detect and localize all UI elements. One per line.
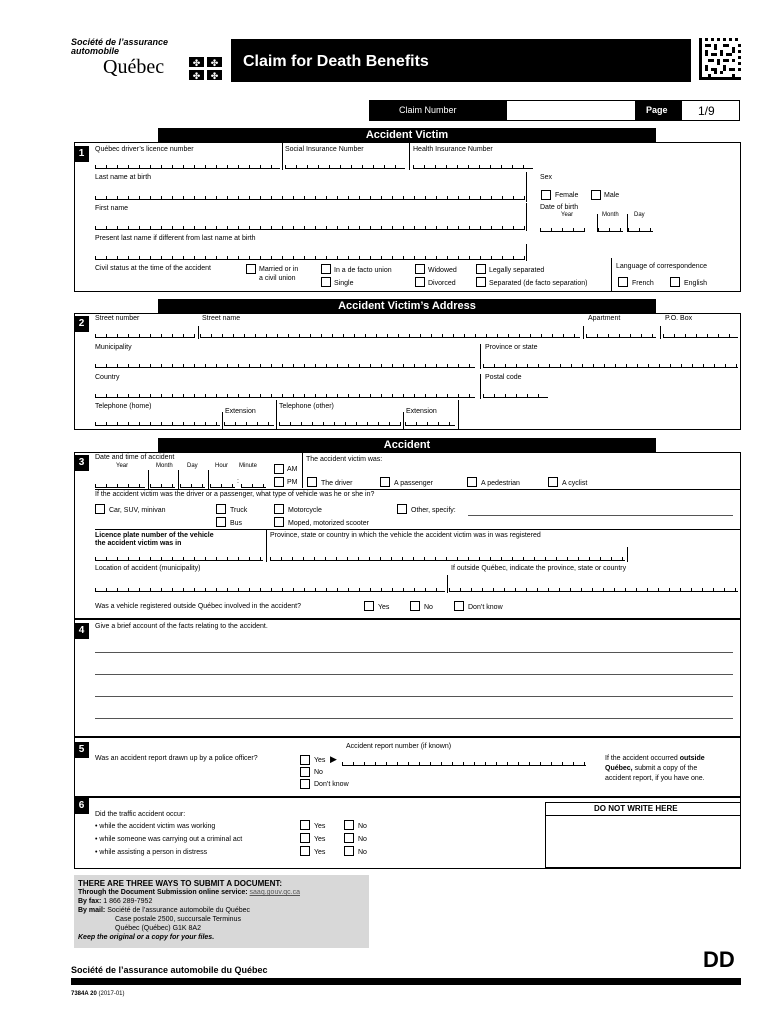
language-label: Language of correspondence (616, 263, 708, 270)
am-label: AM (287, 466, 298, 473)
municipality-label: Municipality (95, 344, 132, 351)
extension-other-label: Extension (406, 408, 437, 415)
bus-label: Bus (230, 520, 243, 527)
street-name-field[interactable] (200, 334, 580, 338)
accident-hour-label: Hour (215, 463, 229, 469)
claim-number-field[interactable] (506, 100, 636, 121)
telephone-home-label: Telephone (home) (95, 403, 152, 410)
section4-number: 4 (74, 623, 89, 639)
french-label: French (632, 280, 654, 287)
org-quebec: Québec (103, 56, 165, 78)
plate-label-line1: Licence plate number of the vehicle (95, 532, 214, 539)
province-registered-field[interactable] (270, 557, 625, 561)
other-label: Other, specify: (411, 507, 456, 514)
svg-text:✤: ✤ (210, 72, 219, 81)
truck-checkbox[interactable] (216, 504, 226, 514)
plate-label-line2: the accident victim was in (95, 540, 182, 547)
footer-org-name: Société de l’assurance automobile du Québec (71, 965, 268, 975)
male-label: Male (604, 192, 620, 199)
dob-year-field[interactable] (540, 228, 585, 232)
registered-outside-yes-checkbox[interactable] (364, 601, 374, 611)
office-use-header (545, 802, 741, 816)
male-checkbox[interactable] (591, 190, 601, 200)
extension-label: Extension (225, 408, 256, 415)
street-number-field[interactable] (95, 334, 195, 338)
distress-item: • while assisting a person in distress (95, 849, 208, 856)
motorcycle-checkbox[interactable] (274, 504, 284, 514)
country-field[interactable] (95, 394, 475, 398)
section2-title: Accident Victim’s Address (158, 299, 656, 313)
widowed-label: Widowed (428, 267, 457, 274)
distress-no-checkbox[interactable] (344, 846, 354, 856)
distress-yes-label: Yes (314, 849, 326, 856)
form-title: Claim for Death Benefits (243, 53, 429, 70)
telephone-other-field[interactable] (279, 422, 401, 426)
pm-label: PM (287, 479, 298, 486)
time-colon: : (237, 478, 239, 485)
cyclist-label: A cyclist (562, 480, 588, 487)
registered-outside-dont-know-label: Don’t know (468, 604, 503, 611)
french-checkbox[interactable] (618, 277, 628, 287)
accident-day-label: Day (187, 463, 198, 469)
municipality-field[interactable] (95, 364, 475, 368)
criminal-item: • while someone was carrying out a criminal act (95, 836, 243, 843)
quebec-flag-logo (189, 57, 223, 81)
divorced-label: Divorced (428, 280, 456, 287)
criminal-no-label: No (358, 836, 367, 843)
facts-line-2[interactable] (95, 674, 733, 675)
passenger-checkbox[interactable] (380, 477, 390, 487)
province-label: Province or state (485, 344, 538, 351)
last-name-label: Last name at birth (95, 174, 152, 181)
datamatrix-code (699, 38, 741, 80)
legally-separated-checkbox[interactable] (476, 264, 486, 274)
working-yes-checkbox[interactable] (300, 820, 310, 830)
cyclist-checkbox[interactable] (548, 477, 558, 487)
separated-checkbox[interactable] (476, 277, 486, 287)
dob-day-label: Day (634, 212, 645, 218)
postal-code-field[interactable] (483, 394, 548, 398)
facts-line-4[interactable] (95, 718, 733, 719)
police-report-yes-checkbox[interactable] (300, 755, 310, 765)
english-checkbox[interactable] (670, 277, 680, 287)
accident-minute-label: Minute (239, 463, 258, 469)
distress-no-label: No (358, 849, 367, 856)
de-facto-checkbox[interactable] (321, 264, 331, 274)
registered-outside-no-label: No (424, 604, 433, 611)
civil-status-label: Civil status at the time of the accident (95, 265, 211, 272)
single-label: Single (334, 280, 354, 287)
mail-address-line2: Case postale 2500, succursale Terminus (115, 916, 241, 923)
title-bar (231, 39, 691, 82)
traffic-question: Did the traffic accident occur: (95, 811, 186, 818)
arrow-right-icon: ▶ (330, 754, 337, 764)
married-checkbox[interactable] (246, 264, 256, 274)
location-label: Location of accident (municipality) (95, 565, 201, 572)
svg-text:✤: ✤ (210, 59, 219, 69)
claim-number-label-box (369, 100, 506, 121)
location-field[interactable] (95, 588, 445, 592)
dob-month-field[interactable] (598, 228, 623, 232)
online-label: Through the Document Submission online service: saaq.gouv.qc.ca (78, 889, 300, 896)
postal-code-label: Postal code (485, 374, 522, 381)
section1-title: Accident Victim (158, 128, 656, 142)
po-box-field[interactable] (663, 334, 738, 338)
vehicle-question: If the accident victim was the driver or a passenger, what type of vehicle was he or she in? (95, 491, 375, 498)
outside-quebec-label: If outside Québec, indicate the province, state or country (451, 565, 627, 572)
widowed-checkbox[interactable] (415, 264, 425, 274)
svg-text:✤: ✤ (192, 72, 201, 81)
doc-code: DD (703, 947, 735, 972)
do-not-write-label: DO NOT WRITE HERE (594, 804, 678, 813)
de-facto-label: In a de facto union (334, 267, 392, 274)
pm-checkbox[interactable] (274, 477, 284, 487)
other-specify-field[interactable] (468, 515, 733, 516)
section6-number: 6 (74, 798, 89, 814)
outside-note-line1: If the accident occurred outside (605, 755, 705, 762)
page-label: Page (646, 105, 668, 115)
org-name-line1: Société de l’assurance (71, 37, 169, 47)
section1-number: 1 (74, 146, 89, 162)
moped-checkbox[interactable] (274, 517, 284, 527)
working-item: • while the accident victim was working (95, 823, 216, 830)
accident-year-field[interactable] (95, 484, 145, 488)
present-last-name-field[interactable] (95, 256, 525, 260)
po-box-label: P.O. Box (665, 315, 693, 322)
country-label: Country (95, 374, 120, 381)
female-checkbox[interactable] (541, 190, 551, 200)
sin-field[interactable] (285, 165, 405, 169)
facts-prompt: Give a brief account of the facts relating to the accident. (95, 623, 268, 630)
facts-line-1[interactable] (95, 652, 733, 653)
health-label: Health Insurance Number (413, 146, 493, 153)
org-name-line2: automobile (71, 46, 120, 56)
truck-label: Truck (230, 507, 248, 514)
accident-month-field[interactable] (150, 484, 175, 488)
extension-field[interactable] (224, 422, 274, 426)
street-name-label: Street name (202, 315, 241, 322)
working-no-label: No (358, 823, 367, 830)
accident-year-label: Year (116, 463, 129, 469)
apartment-label: Apartment (588, 315, 621, 322)
page-number: 1/9 (698, 104, 715, 118)
street-number-label: Street number (95, 315, 140, 322)
police-report-yes-label: Yes (314, 757, 326, 764)
legally-separated-label: Legally separated (489, 267, 545, 274)
pedestrian-checkbox[interactable] (467, 477, 477, 487)
criminal-yes-checkbox[interactable] (300, 833, 310, 843)
distress-yes-checkbox[interactable] (300, 846, 310, 856)
fax-line: By fax: 1 866 289-7952 (78, 898, 153, 905)
report-number-field[interactable] (342, 762, 586, 766)
accident-month-label: Month (156, 463, 173, 469)
police-report-question: Was an accident report drawn up by a police officer? (95, 755, 258, 762)
car-label: Car, SUV, minivan (109, 507, 166, 514)
english-label: English (684, 280, 707, 287)
accident-hour-field[interactable] (210, 484, 235, 488)
registered-outside-yes-label: Yes (378, 604, 390, 611)
moped-label: Moped, motorized scooter (288, 520, 369, 527)
first-name-field[interactable] (95, 226, 525, 230)
present-last-name-label: Present last name if different from last name at birth (95, 235, 256, 242)
section3-number: 3 (74, 455, 89, 471)
police-report-dont-know-checkbox[interactable] (300, 779, 310, 789)
section2-number: 2 (74, 316, 89, 332)
report-number-label: Accident report number (if known) (346, 743, 452, 750)
last-name-field[interactable] (95, 196, 525, 200)
sex-label: Sex (540, 174, 553, 181)
car-checkbox[interactable] (95, 504, 105, 514)
licence-label: Québec driver’s licence number (95, 146, 194, 153)
telephone-other-label: Telephone (other) (279, 403, 334, 410)
married-label: Married or in (259, 266, 299, 273)
civil-union-label: a civil union (259, 275, 296, 282)
outside-quebec-field[interactable] (449, 588, 738, 592)
dob-label: Date of birth (540, 204, 579, 211)
telephone-home-field[interactable] (95, 422, 220, 426)
registered-outside-question: Was a vehicle registered outside Québec involved in the accident? (95, 603, 301, 610)
apartment-field[interactable] (586, 334, 656, 338)
province-registered-label: Province, state or country in which the vehicle the accident victim was in was registered (270, 532, 541, 539)
first-name-label: First name (95, 205, 129, 212)
accident-minute-field[interactable] (241, 484, 266, 488)
submission-title: THERE ARE THREE WAYS TO SUBMIT A DOCUMENT: (78, 879, 283, 888)
divorced-checkbox[interactable] (415, 277, 425, 287)
passenger-label: A passenger (394, 480, 433, 487)
date-time-label: Date and time of accident (95, 454, 175, 461)
outside-note-line2: Québec, submit a copy of the (605, 765, 698, 772)
plate-field[interactable] (95, 557, 263, 561)
submission-info-box (74, 875, 369, 948)
extension-other-field[interactable] (405, 422, 455, 426)
motorcycle-label: Motorcycle (288, 507, 322, 514)
single-checkbox[interactable] (321, 277, 331, 287)
province-field[interactable] (483, 364, 738, 368)
dob-day-field[interactable] (628, 228, 653, 232)
female-label: Female (555, 192, 579, 199)
accident-day-field[interactable] (180, 484, 205, 488)
facts-line-3[interactable] (95, 696, 733, 697)
sin-label: Social Insurance Number (285, 146, 364, 153)
registered-outside-no-checkbox[interactable] (410, 601, 420, 611)
online-link[interactable]: saaq.gouv.qc.ca (249, 889, 300, 896)
health-field[interactable] (413, 165, 533, 169)
dob-month-label: Month (602, 212, 619, 218)
section4-box (74, 619, 741, 737)
page-number-box (681, 100, 740, 121)
police-report-dont-know-label: Don’t know (314, 781, 349, 788)
form-id: 7384A 20 (2017-01) (71, 991, 125, 997)
criminal-yes-label: Yes (314, 836, 326, 843)
criminal-no-checkbox[interactable] (344, 833, 354, 843)
section5-number: 5 (74, 742, 89, 758)
registered-outside-dont-know-checkbox[interactable] (454, 601, 464, 611)
mail-line: By mail: Société de l’assurance automobile du Québec (78, 907, 251, 914)
dob-year-label: Year (561, 212, 574, 218)
am-checkbox[interactable] (274, 464, 284, 474)
mail-address-line3: Québec (Québec) G1K 8A2 (115, 925, 201, 932)
working-no-checkbox[interactable] (344, 820, 354, 830)
keep-original-note: Keep the original or a copy for your files. (78, 934, 215, 941)
claim-number-label: Claim Number (399, 105, 457, 115)
police-report-no-checkbox[interactable] (300, 767, 310, 777)
bus-checkbox[interactable] (216, 517, 226, 527)
pedestrian-label: A pedestrian (481, 480, 520, 487)
driver-label: The driver (321, 480, 353, 487)
outside-note-line3: accident report, if you have one. (605, 775, 705, 782)
working-yes-label: Yes (314, 823, 326, 830)
svg-text:✤: ✤ (192, 59, 201, 69)
separated-label: Separated (de facto separation) (489, 280, 588, 287)
driver-checkbox[interactable] (307, 477, 317, 487)
police-report-no-label: No (314, 769, 323, 776)
other-checkbox[interactable] (397, 504, 407, 514)
licence-field[interactable] (95, 165, 280, 169)
footer-bar (71, 978, 741, 985)
page-label-box (636, 100, 681, 121)
victim-was-label: The accident victim was: (306, 456, 383, 463)
section3-title: Accident (158, 438, 656, 452)
